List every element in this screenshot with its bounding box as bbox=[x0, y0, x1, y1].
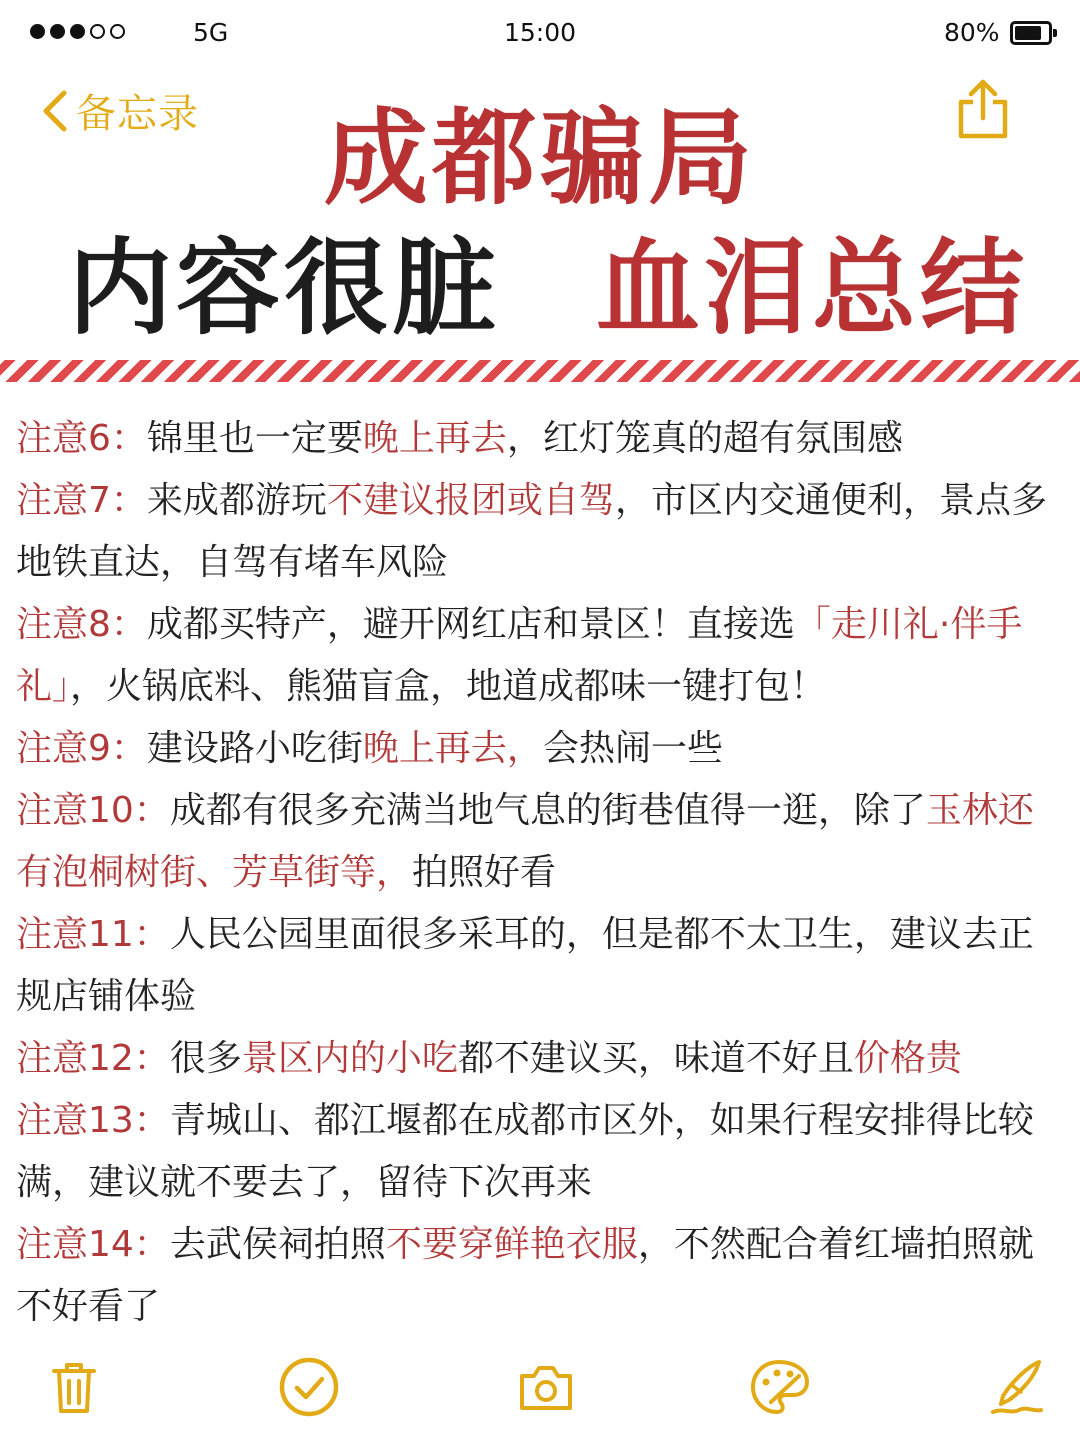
note-text: 锦里也一定要 bbox=[146, 418, 363, 459]
note-text: 成都有很多充满当地气息的街巷值得一逛，除了 bbox=[169, 790, 926, 831]
battery-icon bbox=[1010, 21, 1052, 45]
note-highlight: 玉林还有泡桐树街、芳草街等， bbox=[16, 790, 1034, 893]
camera-button[interactable] bbox=[514, 1352, 578, 1422]
note-highlight: 不建议报团或自驾 bbox=[326, 480, 615, 521]
note-paragraph bbox=[16, 594, 1068, 718]
page-title: 成都骗局 bbox=[323, 97, 756, 219]
note-label: 注意13： bbox=[16, 1100, 170, 1141]
striped-divider bbox=[0, 360, 1080, 382]
note-paragraph bbox=[16, 408, 1068, 470]
status-bar bbox=[0, 0, 1080, 70]
note-paragraph bbox=[16, 904, 1068, 1028]
note-text: 都不建议买，味道不好且 bbox=[457, 1038, 854, 1079]
note-paragraph bbox=[16, 718, 1068, 780]
battery-level bbox=[1015, 26, 1041, 40]
note-text: 拍照好看 bbox=[412, 852, 557, 893]
note-text: 人民公园里面很多采耳的，但是都不太卫生，建议去正规店铺体验 bbox=[16, 914, 1034, 1017]
checklist-button[interactable] bbox=[277, 1352, 341, 1422]
note-paragraph bbox=[16, 1090, 1068, 1214]
note-text: ，火锅底料、熊猫盲盒，地道成都味一键打包！ bbox=[70, 666, 827, 707]
subtitle-left: 内容很脏 bbox=[68, 227, 501, 349]
note-highlight: 晚上再去 bbox=[362, 418, 507, 459]
network-type: 5G bbox=[193, 18, 229, 47]
back-label: 备忘录 bbox=[76, 91, 199, 137]
checkmark-circle-icon bbox=[278, 1356, 340, 1418]
note-highlight: 晚上再去， bbox=[362, 728, 543, 769]
bottom-toolbar bbox=[0, 1352, 1080, 1432]
delete-button[interactable] bbox=[42, 1352, 106, 1422]
camera-icon bbox=[518, 1362, 574, 1412]
note-paragraph bbox=[16, 1214, 1068, 1338]
trash-icon bbox=[50, 1359, 98, 1415]
note-highlight: 「走川礼·伴手礼」 bbox=[16, 604, 1023, 707]
markup-button[interactable] bbox=[748, 1352, 812, 1422]
pen-icon bbox=[989, 1358, 1045, 1416]
note-text: ，不然配合着红墙拍照就不好看了 bbox=[16, 1224, 1034, 1327]
note-label: 注意8： bbox=[16, 604, 147, 645]
note-label: 注意12： bbox=[16, 1038, 170, 1079]
note-body[interactable] bbox=[16, 408, 1068, 1338]
palette-icon bbox=[749, 1358, 811, 1416]
note-paragraph bbox=[16, 1028, 1068, 1090]
note-text: 很多 bbox=[169, 1038, 242, 1079]
note-label: 注意6： bbox=[16, 418, 147, 459]
compose-button[interactable] bbox=[985, 1352, 1049, 1422]
note-text: ，红灯笼真的超有氛围感 bbox=[506, 418, 903, 459]
note-label: 注意11： bbox=[16, 914, 170, 955]
note-text: 成都买特产，避开网红店和景区！直接选 bbox=[146, 604, 795, 645]
note-text: 会热闹一些 bbox=[542, 728, 723, 769]
note-highlight: 不要穿鲜艳衣服 bbox=[385, 1224, 638, 1265]
note-highlight: 价格贵 bbox=[853, 1038, 962, 1079]
note-text: 青城山、都江堰都在成都市区外，如果行程安排得比较满，建议就不要去了，留待下次再来 bbox=[16, 1100, 1034, 1203]
note-label: 注意9： bbox=[16, 728, 147, 769]
note-label: 注意7： bbox=[16, 480, 147, 521]
battery-percent: 80% bbox=[944, 18, 1000, 47]
note-label: 注意14： bbox=[16, 1224, 170, 1265]
note-paragraph bbox=[16, 470, 1068, 594]
note-text: ，市区内交通便利，景点多地铁直达，自驾有堵车风险 bbox=[16, 480, 1047, 583]
note-text: 去武侯祠拍照 bbox=[169, 1224, 386, 1265]
clock: 15:00 bbox=[503, 18, 577, 47]
note-paragraph bbox=[16, 780, 1068, 904]
note-label: 注意10： bbox=[16, 790, 170, 831]
note-text: 来成都游玩 bbox=[146, 480, 327, 521]
note-text: 建设路小吃街 bbox=[146, 728, 363, 769]
subtitle-right: 血泪总结 bbox=[596, 227, 1029, 349]
note-highlight: 景区内的小吃 bbox=[241, 1038, 458, 1079]
